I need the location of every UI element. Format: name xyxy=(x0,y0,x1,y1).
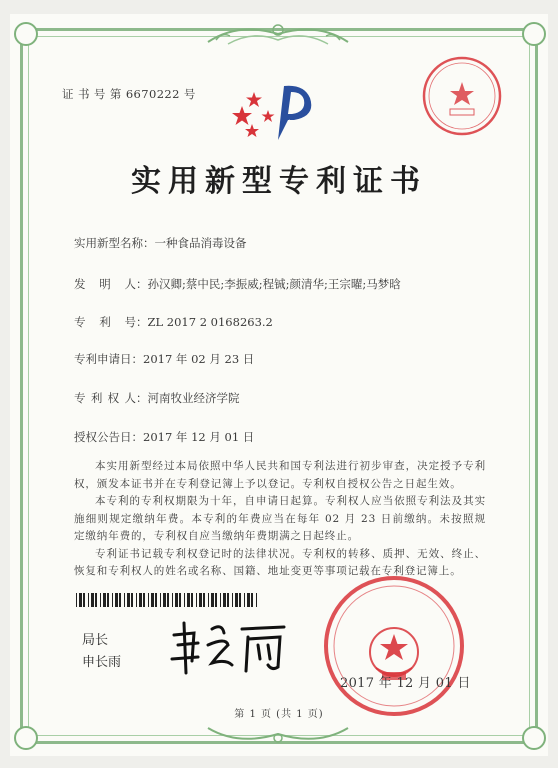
inventor-value: 孙汉卿;蔡中民;李振威;程铖;颜清华;王宗曜;马梦晗 xyxy=(147,277,401,291)
official-seal-stamp xyxy=(320,572,468,720)
patentee-value: 河南牧业经济学院 xyxy=(147,391,240,405)
patent-number-row: 专 利 号：ZL 2017 2 0168263.2 xyxy=(74,315,273,329)
page-number: 第 1 页 (共 1 页) xyxy=(234,709,324,720)
corner-ornament xyxy=(522,726,546,750)
bottom-scroll-ornament xyxy=(198,722,358,748)
patent-number-label: 专 利 号 xyxy=(74,315,136,329)
filing-date-value: 2017 年 02 月 23 日 xyxy=(143,352,255,366)
filing-date-label: 专利申请日 xyxy=(74,352,132,366)
seal-date: 2017 年 12 月 01 日 xyxy=(340,676,471,691)
patent-number-value: ZL 2017 2 0168263.2 xyxy=(147,315,273,329)
utility-name-value: 一种食品消毒设备 xyxy=(154,236,247,250)
certificate-body-text xyxy=(74,458,486,581)
grant-date-row: 授权公告日：2017 年 12 月 01 日 xyxy=(74,430,255,444)
grant-date-value: 2017 年 12 月 01 日 xyxy=(143,430,255,444)
patentee-label: 专 利 权 人 xyxy=(74,391,136,405)
barcode xyxy=(76,593,260,607)
body-paragraph-1: 本实用新型经过本局依照中华人民共和国专利法进行初步审查，决定授予专利权，颁发本证书并在专利登记簿上予以登记。专利权自授权公告之日起生效。 xyxy=(74,460,486,490)
handwritten-signature xyxy=(168,615,288,677)
corner-ornament xyxy=(14,726,38,750)
corner-ornament xyxy=(14,22,38,46)
utility-name-row: 实用新型名称：一种食品消毒设备 xyxy=(74,236,247,250)
director-name: 申长雨 xyxy=(82,655,122,670)
director-title: 局长 xyxy=(82,633,109,648)
cnipa-logo-icon xyxy=(228,80,324,146)
inventor-row: 发 明 人：孙汉卿;蔡中民;李振威;程铖;颜清华;王宗曜;马梦晗 xyxy=(74,277,401,291)
filing-date-row: 专利申请日：2017 年 02 月 23 日 xyxy=(74,352,255,366)
certificate-number: 证 书 号 第 6670222 号 xyxy=(62,87,196,101)
body-paragraph-2: 本专利的专利权期限为十年，自申请日起算。专利权人应当依照专利法及其实施细则规定缴纳年费。本专利的年费应当在每年 02 月 23 日前缴纳。未按照规定缴纳年费的，专利权自应当缴纳年费期满之日起终止。 xyxy=(74,495,486,542)
grant-date-label: 授权公告日 xyxy=(74,430,132,444)
agency-seal-stamp xyxy=(420,54,504,138)
inventor-label: 发 明 人 xyxy=(74,277,136,291)
top-scroll-ornament xyxy=(198,20,358,50)
corner-ornament xyxy=(522,22,546,46)
body-paragraph-3: 专利证书记载专利权登记时的法律状况。专利权的转移、质押、无效、终止、恢复和专利权人的姓名或名称、国籍、地址变更等事项记载在专利登记簿上。 xyxy=(74,547,486,577)
patentee-row: 专 利 权 人：河南牧业经济学院 xyxy=(74,391,240,405)
certificate-title: 实用新型专利证书 xyxy=(131,164,427,199)
utility-name-label: 实用新型名称 xyxy=(74,236,143,250)
